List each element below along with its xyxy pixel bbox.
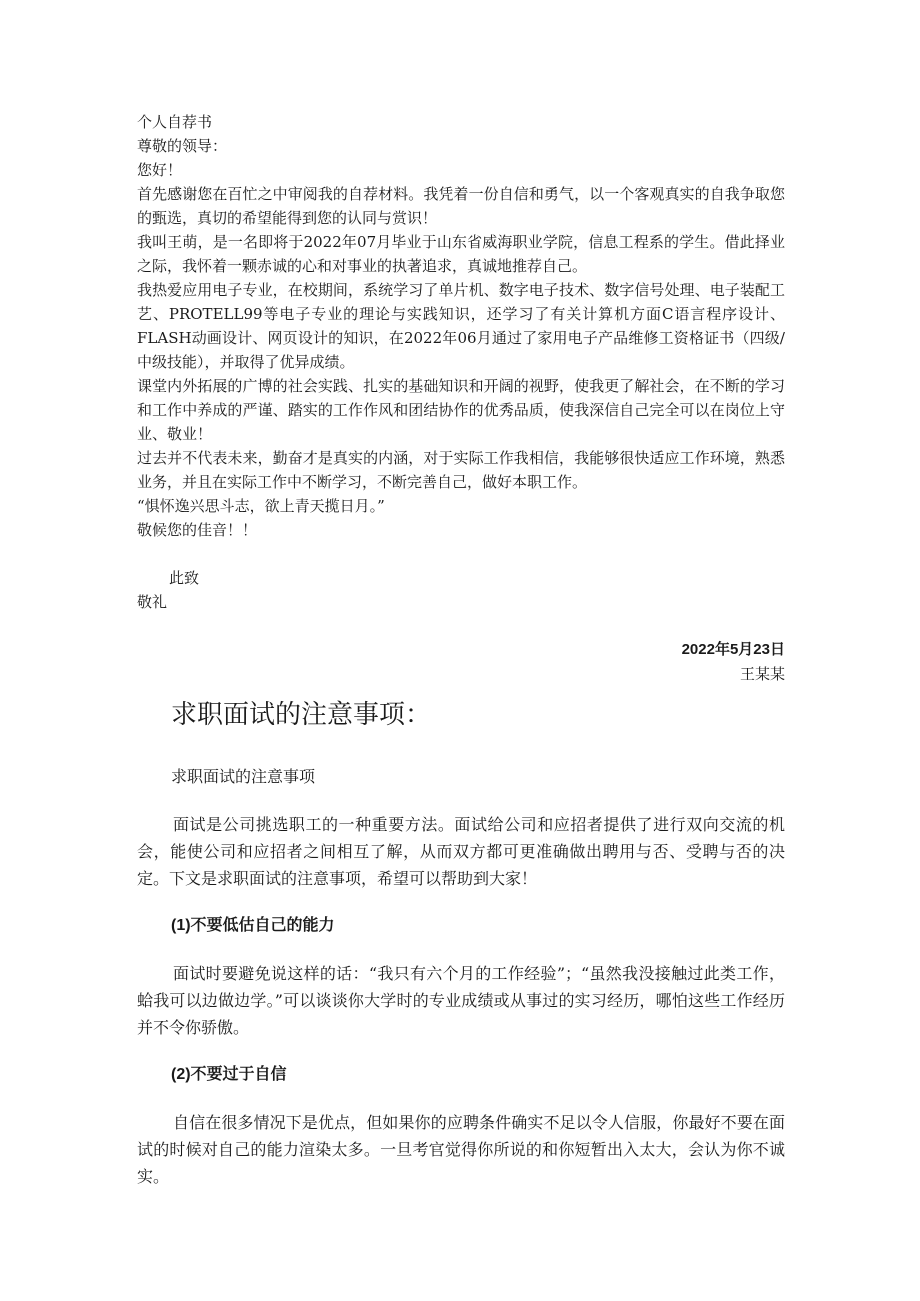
- section-body: 自信在很多情况下是优点，但如果你的应聘条件确实不足以令人信服，你最好不要在面试的时候对自己的能力渲染太多。一旦考官觉得你所说的和你短暂出入太大，会认为你不诚实。: [137, 1113, 785, 1186]
- section-heading: (2)不要过于自信: [171, 1066, 287, 1083]
- section-heading: (1)不要低估自己的能力: [171, 917, 335, 934]
- letter-title: 个人自荐书: [137, 113, 213, 131]
- section-body: 面试时要避免说这样的话：“我只有六个月的工作经验”；“虽然我没接触过此类工作，蛤我可以边做边学。”可以谈谈你大学时的专业成绩或从事过的实习经历，哪怕这些工作经历并不令你骄傲。: [137, 964, 785, 1037]
- letter-paragraph: 我热爱应用电子专业，在校期间，系统学习了单片机、数字电子技术、数字信号处理、电子装配工艺、PROTELL99等电子专业的理论与实践知识，还学习了有关计算机方面C语言程序设计、FLASH动画设计、网页设计的知识，在2022年06月通过了家用电子产品维修工资格证书（四级/中级技能），并取得了优异成绩。: [137, 281, 785, 371]
- spacer: [137, 542, 785, 566]
- letter-await: 敬候您的佳音！！: [137, 521, 258, 539]
- letter-salutation: 尊敬的领导：: [137, 137, 228, 155]
- letter-greeting: 您好！: [137, 161, 183, 179]
- letter-closing-2: 敬礼: [137, 593, 168, 611]
- letter-paragraph: 课堂内外拓展的广博的社会实践、扎实的基础知识和开阔的视野，使我更了解社会，在不断的学习和工作中养成的严谨、踏实的工作作风和团结协作的优秀品质，使我深信自己完全可以在岗位上守业、敬业！: [137, 377, 785, 443]
- letter-date: 2022年5月23日: [681, 641, 785, 658]
- letter-paragraph: 我叫王萌，是一名即将于2022年07月毕业于山东省威海职业学院，信息工程系的学生。借此择业之际，我怀着一颗赤诚的心和对事业的执著追求，真诚地推荐自己。: [137, 233, 785, 275]
- letter-quote: “惧怀逸兴思斗志，欲上青天揽日月。”: [137, 497, 385, 515]
- letter-closing-1: 此致: [169, 569, 200, 587]
- article-title: 求职面试的注意事项：: [171, 700, 432, 730]
- signature-block: [137, 638, 785, 686]
- self-recommendation-letter: [137, 110, 785, 686]
- interview-tips-article: [137, 695, 785, 1190]
- letter-signature: 王某某: [739, 665, 785, 683]
- letter-paragraph: 首先感谢您在百忙之中审阅我的自荐材料。我凭着一份自信和勇气，以一个客观真实的自我争取您的甄选，真切的希望能得到您的认同与赏识！: [137, 185, 785, 227]
- article-intro: 面试是公司挑选职工的一种重要方法。面试给公司和应招者提供了进行双向交流的机会，能使公司和应招者之间相互了解，从而双方都可更准确做出聘用与否、受聘与否的决定。下文是求职面试的注意事项，希望可以帮助到大家！: [137, 815, 785, 888]
- article-subtitle: 求职面试的注意事项: [171, 767, 316, 786]
- letter-paragraph: 过去并不代表未来，勤奋才是真实的内涵，对于实际工作我相信，我能够很快适应工作环境，熟悉业务，并且在实际工作中不断学习，不断完善自己，做好本职工作。: [137, 449, 785, 491]
